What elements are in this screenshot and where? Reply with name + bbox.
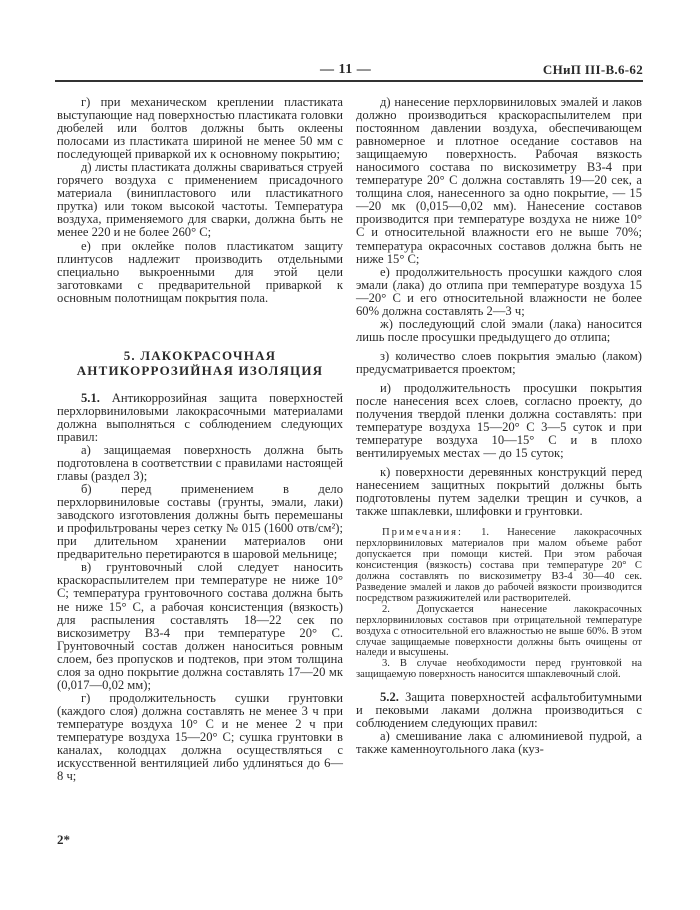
clause-5-1-text: Антикоррозийная защита поверхностей перхлорвиниловыми лакокрасочными материалами должна выполняться с соблюдением следующих правил: bbox=[57, 390, 343, 444]
item-g: г) продолжительность сушки грунтовки (каждого слоя) должна составлять не менее 3 ч при температуре воздуха 10° С и не менее 2 ч при температуре воздуха 15—20° С; сушка грунтовки в каналах, колодцах должна осуществляться с искусственной вентиляцией либо удлиняться до 6—8 ч; bbox=[57, 690, 343, 784]
clause-5-1-number: 5.1. bbox=[81, 390, 100, 405]
note-3: 3. В случае необходимости перед грунтовкой на защищаемую поверхность наносится шпаклевочный слой. bbox=[356, 658, 642, 681]
item-z: з) количество слоев покрытия эмалью (лаком) предусматривается проектом; bbox=[356, 348, 642, 376]
item-b: б) перед применением в дело перхлорвиниловые составы (грунты, эмали, лаки) заводского изготовления должны быть перемешаны и профильтрованы через сетку № 015 (1600 отв/см²); при длительном хранении материалов они предварительно перетираются в шаровой мельнице; bbox=[57, 482, 343, 562]
item-k: к) поверхности деревянных конструкций перед нанесением защитных покрытий должны быть подготовлены путем заделки трещин и сучков, а также шпаклевки, шлифовки и грунтовки. bbox=[356, 465, 642, 519]
paragraph-e-skirting: е) при оклейке полов пластикатом защиту плинтусов надлежит производить отдельными специально выкроенными для этой цели заготовками с предварительной приваркой к основным полотнищам покрытия пола. bbox=[57, 238, 343, 305]
item-i: и) продолжительность просушки покрытия после нанесения всех слоев, согласно проекту, до получения твердой пленки должна составлять: при температуре воздуха 15—20° С 3—5 суток и при температуре воздуха 10—15° С и в плохо вентилируемых местах — до 15 суток; bbox=[356, 380, 642, 461]
document-code: СНиП III-В.6-62 bbox=[542, 62, 643, 77]
clause-5-2-number: 5.2. bbox=[380, 690, 399, 705]
item-e: е) продолжительность просушки каждого слоя эмали (лака) до отлипа при температуре воздуха 15—20° С и его относительной влажности не более 60% должна составлять 2—3 ч; bbox=[356, 264, 642, 318]
paragraph-d-welding: д) листы пластиката должны свариваться струей горячего воздуха с применением присадочного материала (винипластового или пластикатного прутка) или током высокой частоты. Температура воздуха, применяемого для сварки, должна быть не менее 220 и не более 260° С; bbox=[57, 160, 343, 240]
clause-5-2 bbox=[356, 691, 642, 730]
left-column bbox=[57, 96, 343, 783]
item-d: д) нанесение перхлорвиниловых эмалей и лаков должно производиться краскораспылителем при постоянном давлении воздуха, обеспечивающем равномерное и плотное оседание составов на защищаемую поверхность. Рабочая вязкость наносимого состава по вискозиметру ВЗ-4 при температуре 20° С должна составлять 19—20 сек, а толщина слоя, нанесенного за одно покрытие, — 15—20 мк (0,015—0,02 мм). Нанесение составов производится при температуре воздуха не ниже 10° С и относительной влажности его не выше 70%; температура окрасочных составов должна быть не ниже 15° С; bbox=[356, 95, 642, 266]
notes-label: Примечания: bbox=[382, 527, 463, 539]
right-column bbox=[356, 96, 642, 756]
item-v: в) грунтовочный слой следует наносить краскораспылителем при температуре не ниже 10° С; температура грунтовочного состава должна быть не ниже 15° С, а рабочая консистенция (вязкость) для распыления составлять 18—22 сек по вискозиметру ВЗ-4 при температуре 20° С. Грунтовочный состав должен наноситься ровным слоем, без пропусков и подтеков, при этом толщина слоя за одно покрытие должна составлять 17—20 мк (0,017—0,02 мм); bbox=[57, 560, 343, 692]
section-heading-line2: АНТИКОРРОЗИЙНАЯ ИЗОЛЯЦИЯ bbox=[76, 362, 324, 378]
notes-block bbox=[356, 528, 642, 681]
section-heading-line1: 5. ЛАКОКРАСОЧНАЯ bbox=[123, 347, 277, 363]
note-2: 2. Допускается нанесение лакокрасочных перхлорвиниловых составов при отрицательной температуре воздуха с относительной его влажностью не выше 60%. В этом случае защищаемые поверхности должны быть очищены от наледи и высушены. bbox=[356, 603, 642, 659]
section-heading bbox=[57, 348, 343, 378]
clause-5-1 bbox=[57, 392, 343, 444]
page-header bbox=[55, 62, 643, 80]
note-1-text: 1. Нанесение лакокрасочных перхлорвиниловых материалов при малом объеме работ допускается при помощи кистей. При этом рабочая консистенция (вязкость) состава при температуре 20° С должна составлять по вискозиметру ВЗ-4 30—40 сек. Разведение эмалей и лаков до рабочей вязкости производится посредством разжижителей или растворителей. bbox=[356, 527, 642, 604]
note-1 bbox=[356, 528, 642, 604]
header-rule bbox=[55, 80, 643, 82]
clause-5-2-text: Защита поверхностей асфальтобитумными и пековыми лаками должна производиться с соблюдением следующих правил: bbox=[356, 690, 642, 731]
item-a-5-2: а) смешивание лака с алюминиевой пудрой, а также каменноугольного лака (куз- bbox=[356, 729, 642, 757]
paragraph-g-fastening: г) при механическом креплении пластиката выступающие над поверхностью пластиката головки дюбелей или болтов должны быть оклеены полосами из пластиката шириной не менее 50 мм с последующей приваркой их к основному покрытию; bbox=[57, 95, 343, 162]
signature-mark: 2* bbox=[57, 832, 70, 847]
page-number: — 11 — bbox=[320, 62, 372, 77]
item-zh: ж) последующий слой эмали (лака) наносится лишь после просушки предыдущего до отлипа; bbox=[356, 316, 642, 344]
item-a: а) защищаемая поверхность должна быть подготовлена в соответствии с правилами настоящей главы (раздел 3); bbox=[57, 442, 343, 484]
